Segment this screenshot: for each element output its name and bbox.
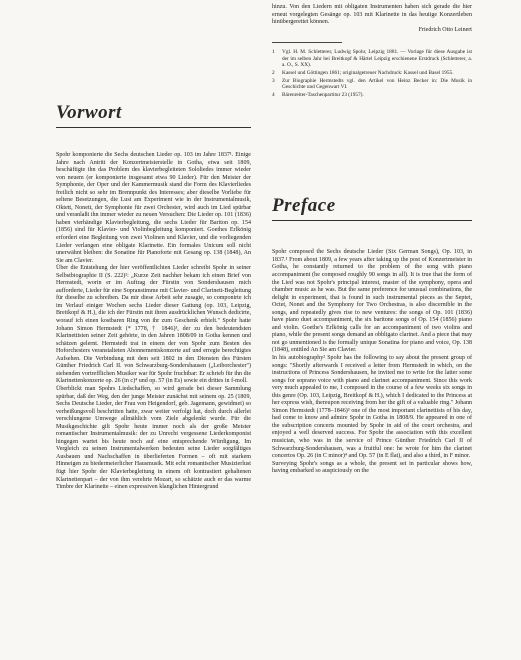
top-spacer bbox=[56, 14, 251, 102]
right-column bbox=[272, 4, 472, 476]
footnote-number: 2 bbox=[272, 69, 275, 76]
vorwort-paragraph: Spohr komponierte die Sechs deutschen Lieder op. 103 im Jahre 1837¹. Einige Jahre nach Antritt der Konzertmeisterstelle in Gotha, etwa seit 1809, beschäftigte ihn das Problem des klavierbegleiteten Sololiedes immer wieder von neuem (er komponierte insgesamt etwa 90 Lieder). Für den Meister der Symphonie, der Oper und der Kammermusik stand die Form des Klavierliedes freilich nicht so sehr im Brennpunkt des Interesses; aber dieselbe Vorliebe für seltene Besetzungen, die Lust am Experiment wie in der Instrumentalmusik, Oktett, Nonett, der Symphonie für zwei Orchester, wird auch im Lied spürbar und veranlaßt ihn immer wieder zu neuen Versuchen: Die Lieder op. 101 (1836) haben vierhändige Klavierbegleitung, die sechs Lieder für Bariton op. 154 (1856) sind für Klavier- und Violinbegleitung komponiert. Goethes Erlkönig erfordert eine Begleitung von zwei Violinen und Klavier, und die vorliegenden Lieder verlangen eine obligate Klarinette. Ein formales Unicum soll nicht unerwähnt bleiben: die Sonatine für Pianoforte mit Gesang op. 138 (1848), An Sie am Clavier. bbox=[56, 152, 251, 264]
preface-body bbox=[272, 249, 472, 475]
footnote bbox=[272, 49, 472, 69]
heading-rule bbox=[272, 220, 472, 221]
vorwort-heading: Vorwort bbox=[56, 102, 122, 123]
continuation-paragraph: hinzu. Von den Liedern mit obligaten Instrumenten haben sich gerade die hier erneut vorgelegten Gesänge op. 103 mit Klarinette in das heutige Konzertleben hinübergerettet können. bbox=[272, 4, 472, 26]
footnote-number: 3 bbox=[272, 77, 275, 84]
vorwort-paragraph: Überblickt man Spohrs Liedschaffen, so wird gerade bei dieser Sammlung spürbar, daß der Weg, den der junge Meister zunächst mit seinem op. 25 (1809, Sechs Deutsche Lieder, der Frau von Heigendorf, geb. Jagemann, gewidmet) so verheißungsvoll beschritten hatte, zwar weiter verfolgt hat, doch durch allerlei verschlungene Umwege allmählich vom Ziele abgelenkt wurde. Für die Musikgeschichte gilt Spohr heute immer noch als der große Meister romantischer Instrumentalmusik: der zu Unrecht vergessene Liederkomponist hingegen wartet bis heute noch auf eine entsprechende Würdigung. Im Vergleich zu seinen Instrumentalwerken bedeuten seine Lieder sorgfältiges Ausbauen und Nachschaffen in überlieferten Formen – oft mit starkem Hinneigen zu biedermeierlicher Hausmusik. Mit echt romantischer Musizierlust fügt hier Spohr der Klavierbegleitung in einem oft kontrastiert gehaltenen Klarinettenpart – der von ihm verehrte Mozart, so schätzte auch er das warme Timbre der Klarinette – einen expressiven klanglichen Hintergrund bbox=[56, 385, 251, 491]
footnote bbox=[272, 78, 472, 91]
preface-heading: Preface bbox=[272, 195, 336, 217]
preface-paragraph: In his autobiography² Spohr has the following to say about the present group of songs: "Shortly afterwards I received a letter from Hermstedt in which, on the instructions of Princess Sondershausen, he invited me to write for the latter some songs for soprano voice with piano and clarinet accompaniment. Since this work very much appealed to me, I composed in the course of a few weeks six songs in this genre (Op. 103, Leipzig, Breitkopf & H.), which I dedicated to the Princess at her express wish, thereupon receiving from her the gift of a valuable ring." Johann Simon Hermstedt (1778–1846)³ one of the most important clarinettists of his day, had come to know and admire Spohr in Gotha in 1808/9. He appeared in one of the subscription concerts mounted by Spohr in aid of the court orchestra, and enjoyed a well deserved success. For Spohr the association with this excellent musician, who was in the service of Prince Günther Friedrich Carl II of Schwarzburg-Sondershausen, was a fruitful one: he wrote for him the clarinet concertos Op. 26 (in C minor)⁴ and Op. 57 (in E flat), and also a third, in F minor. bbox=[272, 355, 472, 460]
footnote-text: Zur Biographie Hermstedts vgl. den Artikel von Heinz Becker in: Die Musik in Geschichte und Gegenwart VI. bbox=[282, 77, 472, 91]
footnote-text: Kassel und Göttingen 1861; originalgetreuer Nachdruck: Kassel und Basel 1955. bbox=[282, 69, 454, 76]
footnote bbox=[272, 70, 472, 77]
preface-paragraph: Spohr composed the Sechs deutsche Lieder (Six German Songs), Op. 103, in 1837.¹ From about 1809, a few years after taking up the post of Konzertmeister in Gotha, he constantly returned to the problem of the song with piano accompaniment (he composed roughly 90 songs in all). It is true that the form of the Lied was not Spohr's principal interest, master of the symphony, opera and chamber music as he was. But the same preference for unusual combinations, the delight in experiment, that is found in such instrumental pieces as the Septet, Octet, Nonet and the Symphony for Two Orchestras, is also discernible in the songs, and repeatedly gives rise to new ventures: the songs of Op. 101 (1836) have piano duet accompaniment, the six baritone songs of Op. 154 (1856) piano and violin. Goethe's Erlkönig calls for an accompaniment of two violins and piano, while the present songs demand an obbligato clarinet. And a piece that may not go unmentioned is the formally unique Sonatina for piano and voice, Op. 138 (1848), entitled An Sie am Clavier. bbox=[272, 249, 472, 354]
vorwort-body bbox=[56, 152, 251, 492]
german-column bbox=[56, 14, 251, 492]
footnote-number: 4 bbox=[272, 91, 275, 98]
footnote-text: Vgl. H. M. Schletterer, Ludwig Spohr, Leipzig 1881. — Vorlage für diese Ausgabe ist der im selben Jahr bei Breitkopf & Härtel Leipzig erschienene Erstdruck (Schletterer, a. a. O., S. XX). bbox=[282, 49, 472, 69]
section-spacer bbox=[272, 99, 472, 195]
footnote-number: 1 bbox=[272, 49, 275, 56]
footnote-rule bbox=[272, 42, 342, 43]
vorwort-paragraph: Über die Entstehung der hier veröffentlichten Lieder schreibt Spohr in seiner Selbstbiographie II (S. 222)²: „Kurze Zeit nachher bekam ich einen Brief von Hermstedt, worin er im Auftrag der Fürstin von Sondershausen mich aufforderte, Lieder für eine Sopranstimme mit Clavier- und Clarinett-Begleitung für dieselbe zu schreiben. Da mir diese Arbeit sehr zusagte, so componirte ich im Verlauf einiger Wochen sechs Lieder dieser Gattung (op. 103, Leipzig, Breitkopf & H.), die ich der Fürstin mit ihren ausdrücklichen Wunsch dedicirte, worauf ich einen kostbaren Ring von ihr zum Geschenk erhielt." Spohr hatte Johann Simon Hermstedt (* 1778, † 1846)³, der zu den bedeutendsten Klarinettisten seiner Zeit gehörte, in den Jahren 1808/09 in Gotha kennen und schätzen gelernt. Hermstedt trat in einem der von Spohr zum Besten des Hoforchesters veranstalteten Abonnementskonzerte auf und erregte berechtigtes Aufsehen. Die Verbindung mit dem seit 1802 in den Diensten des Fürsten Günther Friedrich Carl II. von Schwarzburg-Sondershausen („Leiborchester") stehenden vortrefflichen Musiker war für Spohr fruchtbar: Er schrieb für ihn die Klarinettenkonzerte op. 26 (in c)⁴ und op. 57 (in Es) sowie ein drittes in f-moll. bbox=[56, 265, 251, 385]
preface-paragraph: Surveying Spohr's songs as a whole, the present set in particular shows how, having embarked so auspiciously on the bbox=[272, 460, 472, 475]
author-signature: Friedrich Otto Leinert bbox=[418, 26, 472, 33]
heading-rule bbox=[56, 127, 251, 128]
footnotes-list bbox=[272, 49, 472, 98]
footnote-text: Bärenreiter-Taschenpartitur 23 (1957). bbox=[282, 91, 364, 98]
footnote bbox=[272, 92, 472, 99]
vorwort-continuation bbox=[272, 4, 472, 27]
